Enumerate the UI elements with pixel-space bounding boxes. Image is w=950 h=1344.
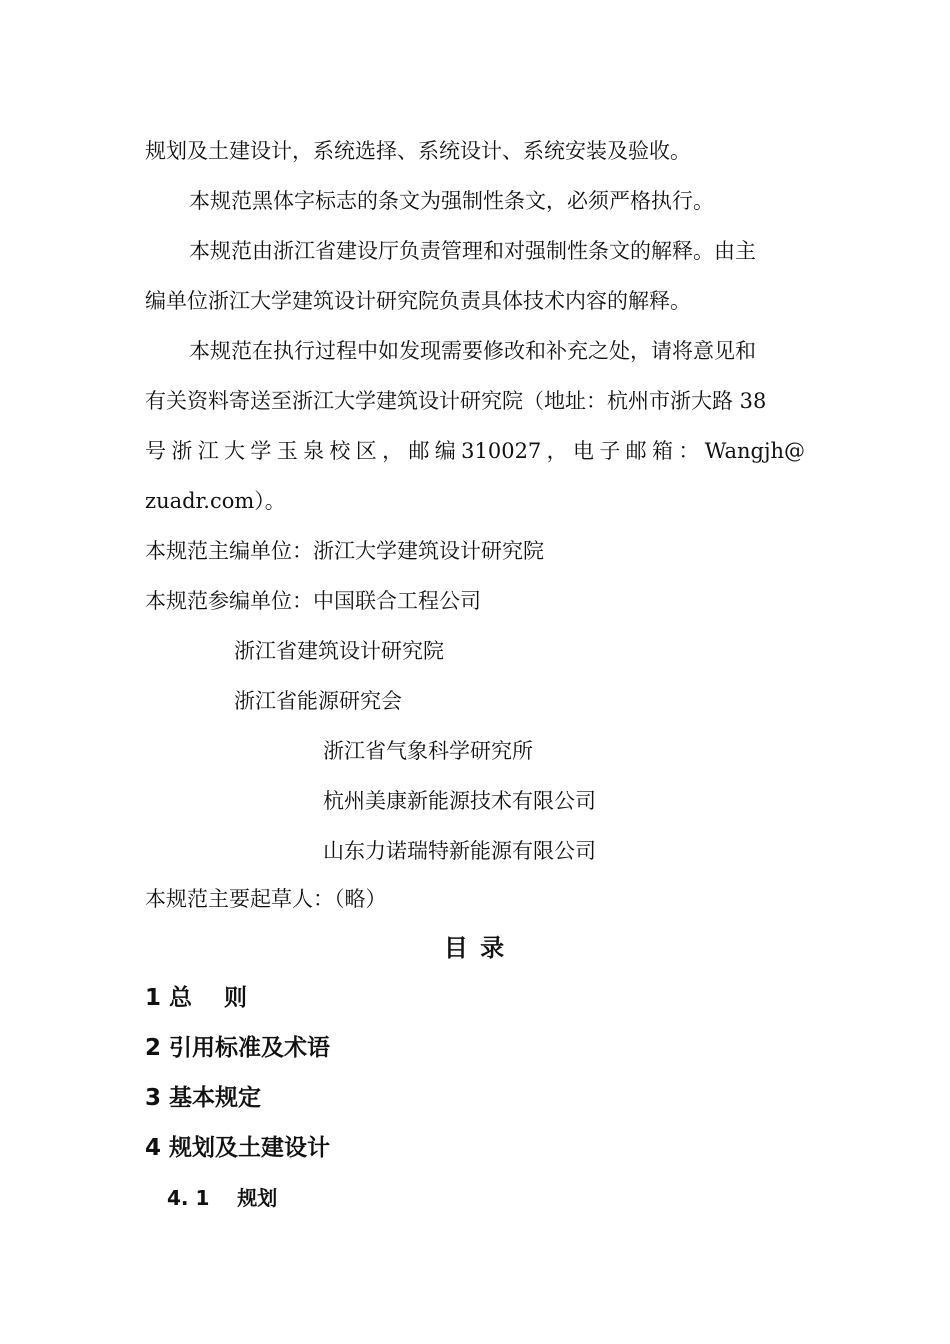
justified-line-segment: 浙: [171, 439, 193, 463]
justified-paragraph-line: [145, 436, 805, 466]
paragraph-line: zuadr.com）。: [145, 489, 286, 513]
justified-line-segment: 大: [224, 439, 246, 463]
justified-line-segment: 邮: [408, 439, 430, 463]
main-drafters: 本规范主要起草人：（略）: [145, 887, 387, 911]
paragraph-line: 本规范黑体字标志的条文为强制性条文，必须严格执行。: [189, 189, 714, 213]
justified-line-segment: 子: [599, 439, 621, 463]
justified-line-segment: 区: [355, 439, 377, 463]
justified-line-segment: 编: [434, 439, 456, 463]
participating-unit: 山东力诺瑞特新能源有限公司: [323, 839, 596, 863]
paragraph-line: 本规范在执行过程中如发现需要修改和补充之处，请将意见和: [189, 339, 756, 363]
justified-line-segment: 310027: [461, 439, 542, 463]
justified-line-segment: 江: [197, 439, 219, 463]
toc-title: 目 录: [443, 934, 507, 962]
justified-line-segment: Wangjh@: [704, 439, 805, 463]
participating-unit: 杭州美康新能源技术有限公司: [323, 789, 596, 813]
paragraph-line: 有关资料寄送至浙江大学建筑设计研究院（地址：杭州市浙大路 38: [145, 389, 767, 413]
paragraph-line: 编单位浙江大学建筑设计研究院负责具体技术内容的解释。: [145, 289, 691, 313]
participating-unit: 浙江省能源研究会: [234, 689, 402, 713]
justified-line-segment: ，: [546, 439, 568, 463]
justified-line-segment: 泉: [303, 439, 325, 463]
toc-item[interactable]: 3 基本规定: [145, 1085, 262, 1111]
participating-unit: 浙江省建筑设计研究院: [234, 639, 444, 663]
justified-line-segment: 邮: [625, 439, 647, 463]
justified-line-segment: 玉: [276, 439, 298, 463]
justified-line-segment: ，: [382, 439, 404, 463]
participating-units-label: 本规范参编单位：中国联合工程公司: [145, 589, 481, 613]
toc-item[interactable]: 1 总 则: [145, 985, 248, 1011]
justified-line-segment: 学: [250, 439, 272, 463]
chief-editor-unit: 本规范主编单位：浙江大学建筑设计研究院: [145, 539, 544, 563]
justified-line-segment: 校: [329, 439, 351, 463]
paragraph-line: 本规范由浙江省建设厅负责管理和对强制性条文的解释。由主: [189, 239, 756, 263]
justified-line-segment: 电: [572, 439, 594, 463]
paragraph-line: 规划及土建设计，系统选择、系统设计、系统安装及验收。: [145, 139, 691, 163]
justified-line-segment: ：: [678, 439, 700, 463]
toc-item[interactable]: 4 规划及土建设计: [145, 1135, 331, 1161]
toc-item[interactable]: 2 引用标准及术语: [145, 1035, 331, 1061]
participating-unit: 浙江省气象科学研究所: [323, 739, 533, 763]
toc-sub-item[interactable]: 4. 1 规划: [167, 1186, 278, 1210]
justified-line-segment: 箱: [652, 439, 674, 463]
justified-line-segment: 号: [145, 439, 166, 463]
